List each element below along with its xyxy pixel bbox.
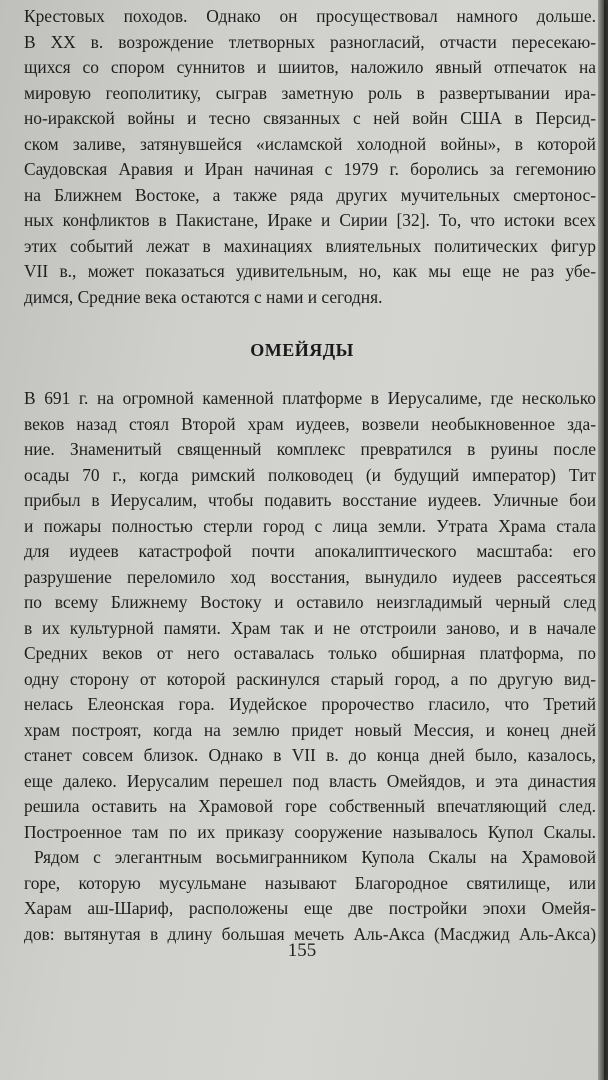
text-line: Построенное там по их приказу сооружение называлось Купол Скалы. — [24, 821, 596, 842]
text-line: на Ближнем Востоке, а также ряда других мучительных смертонос- — [24, 184, 596, 205]
text-line: для иудеев катастрофой почти апокалиптического масштаба: его — [24, 541, 596, 561]
text-line: и пожары полностью стерли город с лица земли. Утрата Храма стала — [24, 515, 596, 536]
text-line: Крестовых походов. Однако он просуществовал намного дольше. — [24, 6, 596, 26]
body-paragraph — [24, 386, 596, 947]
text-line: прибыл в Иерусалим, чтобы подавить восстание иудеев. Уличные бои — [24, 490, 596, 510]
top-paragraph — [24, 4, 596, 310]
text-line: дов: вытянутая в длину большая мечеть Аль-Акса (Масджид Аль-Акса) — [24, 923, 596, 944]
text-line: В XX в. возрождение тлетворных разногласий, отчасти пересекаю- — [24, 31, 596, 52]
text-line: веков назад стоял Второй храм иудеев, возвели необыкновенное зда- — [24, 413, 596, 434]
text-line: ных конфликтов в Пакистане, Ираке и Сирии [32]. То, что истоки всех — [24, 210, 596, 230]
text-line: горе, которую мусульмане называют Благородное святилище, или — [24, 872, 596, 893]
text-line: этих событий лежат в махинациях влиятельных политических фигур — [24, 235, 596, 256]
text-line: ние. Знаменитый священный комплекс превратился в руины после — [24, 439, 596, 459]
text-line: разрушение переломило ход восстания, вынудило иудеев рассеяться — [24, 566, 596, 587]
text-line: Рядом с элегантным восьмигранником Купола Скалы на Храмовой — [34, 847, 596, 867]
section-heading: ОМЕЙЯДЫ — [250, 340, 354, 360]
text-line: мировую геополитику, сыграв заметную роль в развертывании ира- — [24, 82, 596, 103]
text-line: храм построят, когда на землю придет новый Мессия, и конец дней — [24, 719, 596, 740]
text-line: Саудовская Аравия и Иран начиная с 1979 г. боролись за гегемонию — [24, 159, 596, 179]
text-line: VII в., может показаться удивительным, но, как мы еще не раз убе- — [24, 261, 596, 281]
text-line: В 691 г. на огромной каменной платформе в Иерусалиме, где несколько — [24, 388, 596, 408]
text-line: димся, Средние века остаются с нами и сегодня. — [24, 286, 383, 307]
text-line: Средних веков от него оставалась только обширная платформа, по — [24, 643, 596, 663]
text-line: Харам аш-Шариф, расположены еще две постройки эпохи Омейя- — [24, 898, 596, 918]
text-line: в их культурной памяти. Храм так и не отстроили заново, и в начале — [24, 617, 596, 638]
text-line: щихся со спором суннитов и шиитов, наложило явный отпечаток на — [24, 57, 596, 77]
text-line: станет совсем близок. Однако в VII в. до конца дней было, казалось, — [24, 745, 596, 765]
text-line: по всему Ближнему Востоку и оставило неизгладимый черный след — [24, 592, 596, 612]
text-line: но-иракской войны и тесно связанных с ней войн США в Персид- — [24, 108, 596, 128]
text-line: одну сторону от которой раскинулся старый город, а по другую вид- — [24, 668, 596, 689]
text-line: ском заливе, затянувшейся «исламской холодной войны», в которой — [24, 133, 596, 154]
page-number: 155 — [287, 940, 317, 961]
text-line: осады 70 г., когда римский полководец (и будущий император) Тит — [24, 464, 596, 485]
text-line: еще далеко. Иерусалим перешел под власть Омейядов, и эта династия — [24, 770, 596, 791]
text-line: решила оставить на Храмовой горе собственный впечатляющий след. — [24, 796, 596, 816]
text-line: нелась Елеонская гора. Иудейское пророчество гласило, что Третий — [24, 694, 596, 714]
page-edge — [598, 0, 604, 1080]
